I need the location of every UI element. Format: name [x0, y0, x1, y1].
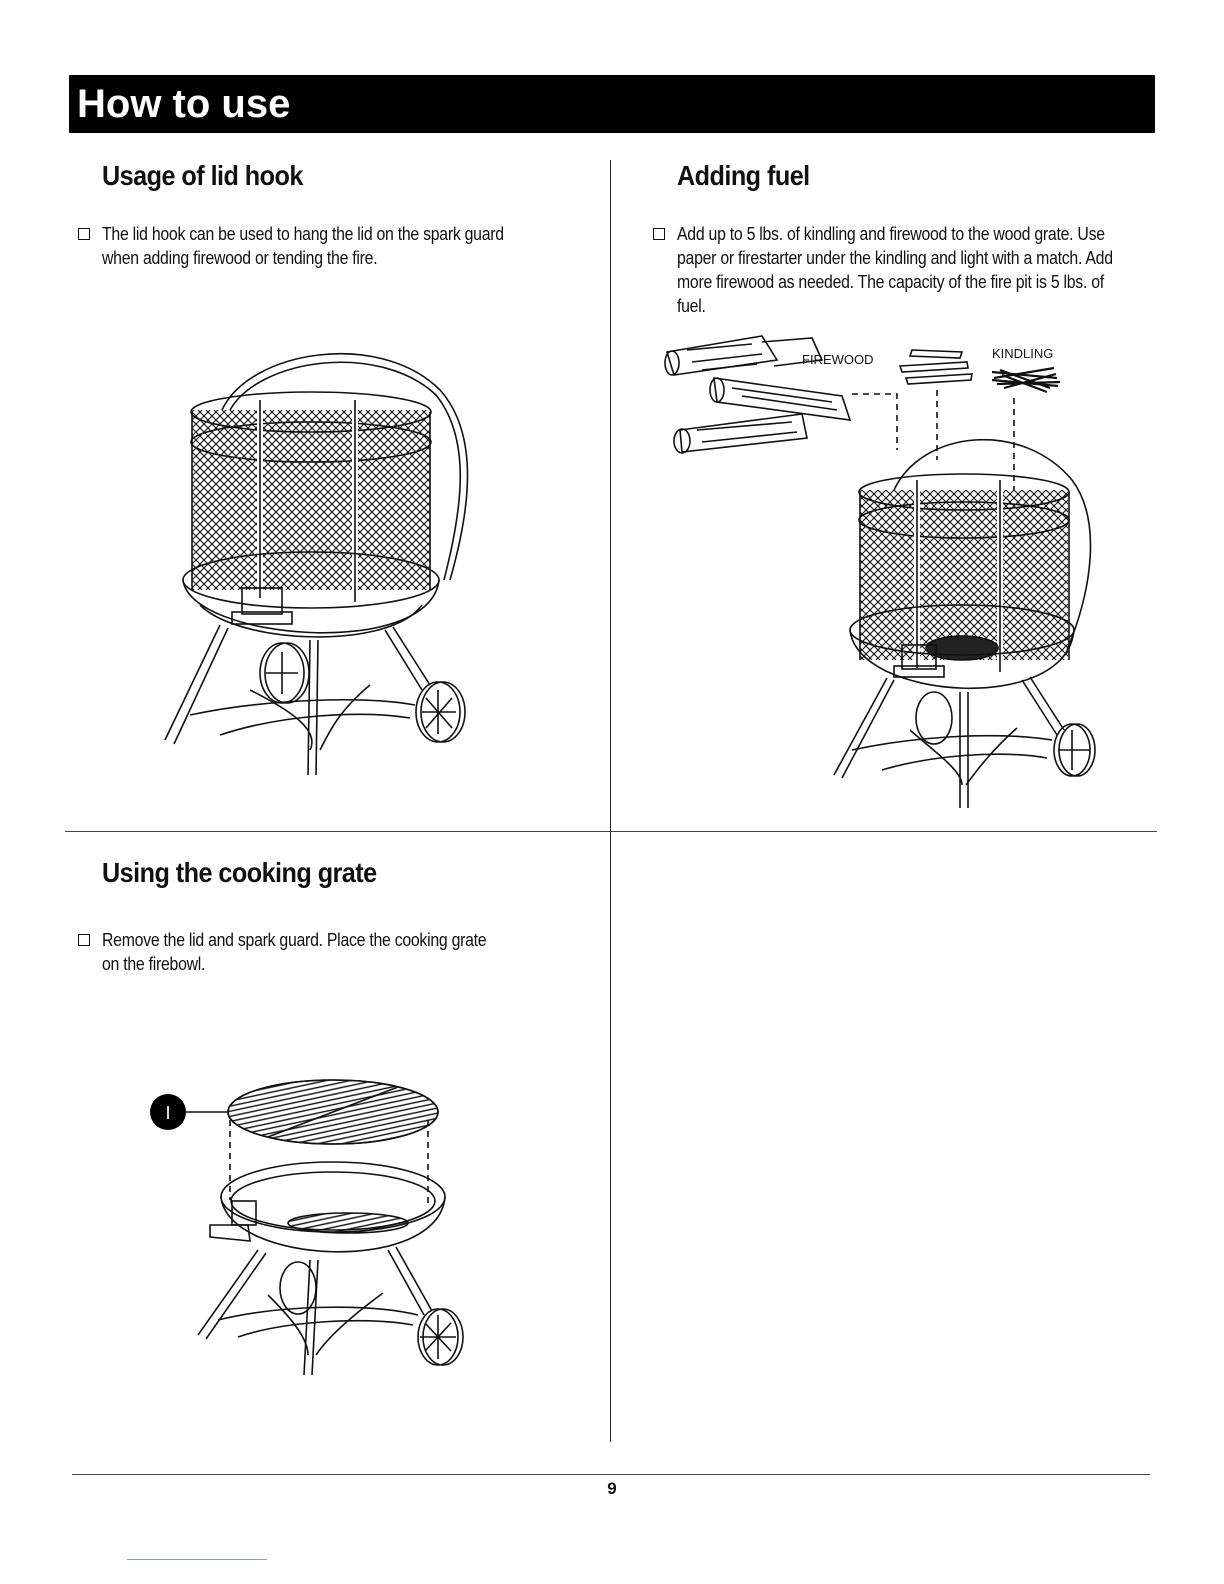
- link-underline: [127, 1559, 267, 1560]
- section-banner: How to use: [69, 75, 1155, 133]
- page-number: 9: [607, 1479, 617, 1498]
- lid-hook-illustration: [160, 340, 480, 790]
- cooking-grate-illustration: [148, 1075, 468, 1385]
- checkbox-icon: [78, 228, 90, 240]
- footer-rule: [72, 1474, 1150, 1475]
- lid-hook-text: The lid hook can be used to hang the lid on the spark guard when adding firewood or tending the fire.: [102, 224, 504, 268]
- cooking-grate-text: Remove the lid and spark guard. Place the cooking grate on the firebowl.: [102, 930, 487, 974]
- firewood-label: FIREWOOD: [802, 352, 874, 367]
- kindling-scribble-icon: [992, 368, 1060, 392]
- adding-fuel-title: Adding fuel: [677, 160, 810, 191]
- checkbox-icon: [653, 228, 665, 240]
- kindling-sticks-icon: [900, 350, 972, 384]
- adding-fuel-illustration: [662, 330, 1102, 820]
- row-divider: [65, 831, 1157, 832]
- callout-label: I: [165, 1103, 171, 1123]
- adding-fuel-text: Add up to 5 lbs. of kindling and firewood to the wood grate. Use paper or firestarter under the kindling and light with a match. Add more firewood as needed. The capacity of the fire pit is 5 lbs. of fuel.: [677, 224, 1113, 316]
- kindling-label: KINDLING: [992, 346, 1054, 361]
- column-divider: [610, 160, 611, 1442]
- checkbox-icon: [78, 934, 90, 946]
- lid-hook-title: Usage of lid hook: [102, 160, 303, 191]
- cooking-grate-title: Using the cooking grate: [102, 857, 377, 888]
